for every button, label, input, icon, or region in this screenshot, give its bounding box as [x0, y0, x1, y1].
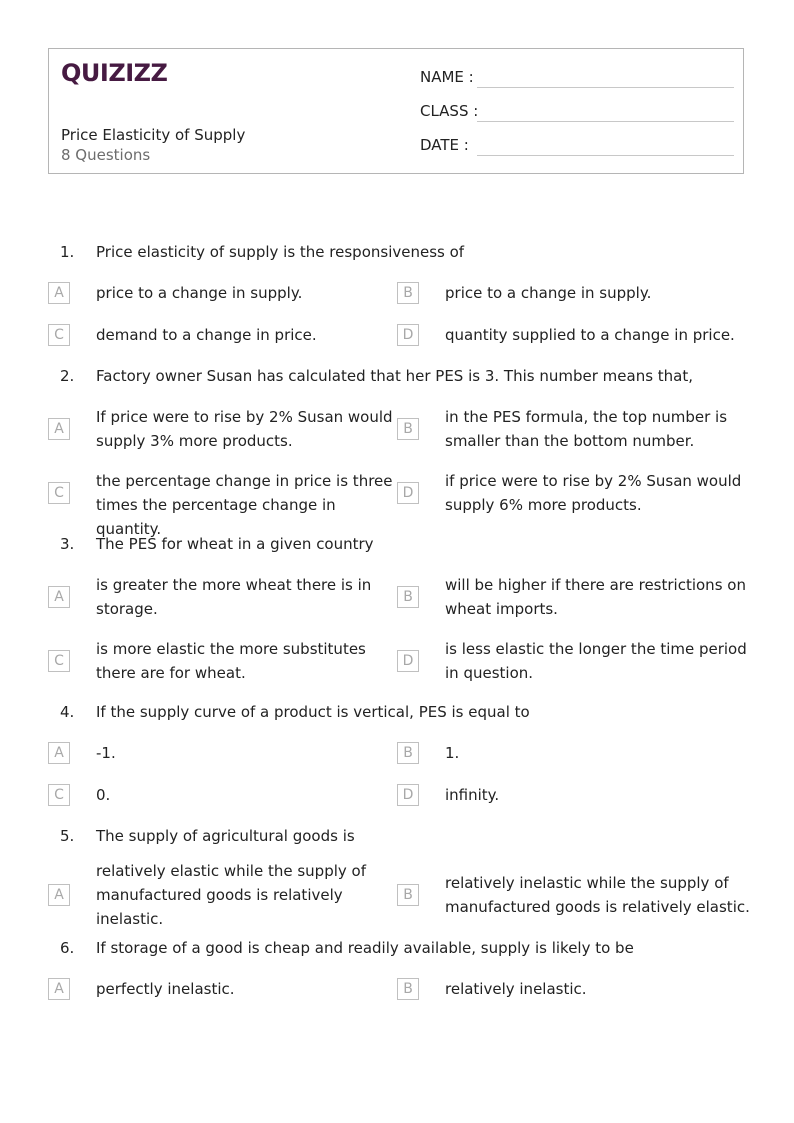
question-4: [48, 692, 748, 816]
class-label: CLASS :: [420, 102, 479, 120]
date-label: DATE :: [420, 136, 469, 154]
option-row: [48, 774, 748, 816]
option-c: [48, 774, 398, 816]
question-row: [48, 356, 748, 396]
option-letter-box: A: [48, 586, 70, 608]
option-text: is less elastic the longer the time period in question.: [445, 640, 747, 682]
option-d: [397, 628, 747, 692]
question-count: 8 Questions: [61, 146, 151, 164]
worksheet-header: [48, 48, 744, 174]
option-text: 0.: [96, 786, 111, 804]
option-b: [397, 968, 747, 1010]
option-letter-box: A: [48, 418, 70, 440]
option-text: will be higher if there are restrictions on wheat imports.: [445, 576, 746, 618]
option-letter-box: D: [397, 324, 419, 346]
option-letter-box: A: [48, 978, 70, 1000]
option-row: [48, 272, 748, 314]
option-c: [48, 628, 398, 692]
question-2: [48, 356, 748, 538]
question-number: 5.: [60, 827, 75, 845]
option-a: [48, 272, 398, 314]
question-1: [48, 232, 748, 356]
question-list: [48, 232, 748, 1010]
option-row: [48, 460, 748, 538]
question-number: 6.: [60, 939, 75, 957]
option-a: [48, 564, 398, 628]
option-text: infinity.: [445, 786, 500, 804]
option-c: [48, 460, 398, 538]
option-text: demand to a change in price.: [96, 326, 317, 344]
option-row: [48, 968, 748, 1010]
question-text: If storage of a good is cheap and readily available, supply is likely to be: [96, 939, 634, 957]
option-text: relatively inelastic while the supply of manufactured goods is relatively elastic.: [445, 874, 750, 916]
option-text: is more elastic the more substitutes there are for wheat.: [96, 640, 366, 682]
quizizz-logo: QUIZIZZ: [61, 59, 168, 87]
question-number: 3.: [60, 535, 75, 553]
option-row: [48, 564, 748, 628]
option-row: [48, 314, 748, 356]
option-letter-box: B: [397, 978, 419, 1000]
option-a: [48, 732, 398, 774]
option-row: [48, 628, 748, 692]
option-b: [397, 856, 750, 928]
option-d: [397, 774, 747, 816]
option-b: [397, 564, 747, 628]
option-b: [397, 732, 747, 774]
option-row: [48, 856, 748, 928]
question-row: [48, 232, 748, 272]
question-text: Price elasticity of supply is the responsiveness of: [96, 243, 465, 261]
option-b: [397, 396, 747, 460]
option-letter-box: B: [397, 742, 419, 764]
option-letter-box: C: [48, 482, 70, 504]
question-row: [48, 692, 748, 732]
option-a: [48, 396, 398, 460]
question-text: If the supply curve of a product is vertical, PES is equal to: [96, 703, 530, 721]
option-letter-box: D: [397, 482, 419, 504]
date-field: [420, 135, 734, 159]
option-text: -1.: [96, 744, 116, 762]
option-letter-box: A: [48, 742, 70, 764]
question-5: [48, 816, 748, 928]
option-text: price to a change in supply.: [445, 284, 652, 302]
option-letter-box: C: [48, 650, 70, 672]
question-number: 4.: [60, 703, 75, 721]
option-letter-box: B: [397, 418, 419, 440]
option-letter-box: A: [48, 282, 70, 304]
option-letter-box: D: [397, 784, 419, 806]
option-text: if price were to rise by 2% Susan would supply 6% more products.: [445, 472, 742, 514]
question-row: [48, 928, 748, 968]
question-number: 2.: [60, 367, 75, 385]
name-line: [477, 87, 734, 88]
option-letter-box: C: [48, 784, 70, 806]
option-d: [397, 460, 747, 524]
question-number: 1.: [60, 243, 75, 261]
option-row: [48, 396, 748, 460]
option-text: If price were to rise by 2% Susan would supply 3% more products.: [96, 408, 393, 450]
option-a: [48, 968, 398, 1010]
option-text: relatively inelastic.: [445, 980, 587, 998]
option-b: [397, 272, 747, 314]
name-field: [420, 67, 734, 91]
option-text: quantity supplied to a change in price.: [445, 326, 735, 344]
option-text: price to a change in supply.: [96, 284, 303, 302]
date-line: [477, 155, 734, 156]
option-letter-box: C: [48, 324, 70, 346]
option-text: perfectly inelastic.: [96, 980, 235, 998]
name-label: NAME :: [420, 68, 474, 86]
option-text: the percentage change in price is three times the percentage change in quantity.: [96, 472, 393, 538]
option-c: [48, 314, 398, 356]
option-letter-box: B: [397, 586, 419, 608]
class-field: [420, 101, 734, 125]
question-text: The PES for wheat in a given country: [96, 535, 374, 553]
worksheet-title: Price Elasticity of Supply: [61, 126, 246, 144]
question-text: Factory owner Susan has calculated that her PES is 3. This number means that,: [96, 367, 694, 385]
option-a: [48, 856, 398, 928]
option-letter-box: D: [397, 650, 419, 672]
option-d: [397, 314, 747, 356]
option-text: in the PES formula, the top number is smaller than the bottom number.: [445, 408, 728, 450]
question-row: [48, 524, 748, 564]
option-letter-box: A: [48, 884, 70, 906]
question-6: [48, 928, 748, 1010]
class-line: [477, 121, 734, 122]
question-row: [48, 816, 748, 856]
option-letter-box: B: [397, 282, 419, 304]
option-text: 1.: [445, 744, 460, 762]
question-3: [48, 524, 748, 692]
option-text: relatively elastic while the supply of manufactured goods is relatively inelastic.: [96, 862, 366, 928]
option-letter-box: B: [397, 884, 419, 906]
option-row: [48, 732, 748, 774]
option-text: is greater the more wheat there is in storage.: [96, 576, 372, 618]
question-text: The supply of agricultural goods is: [96, 827, 355, 845]
